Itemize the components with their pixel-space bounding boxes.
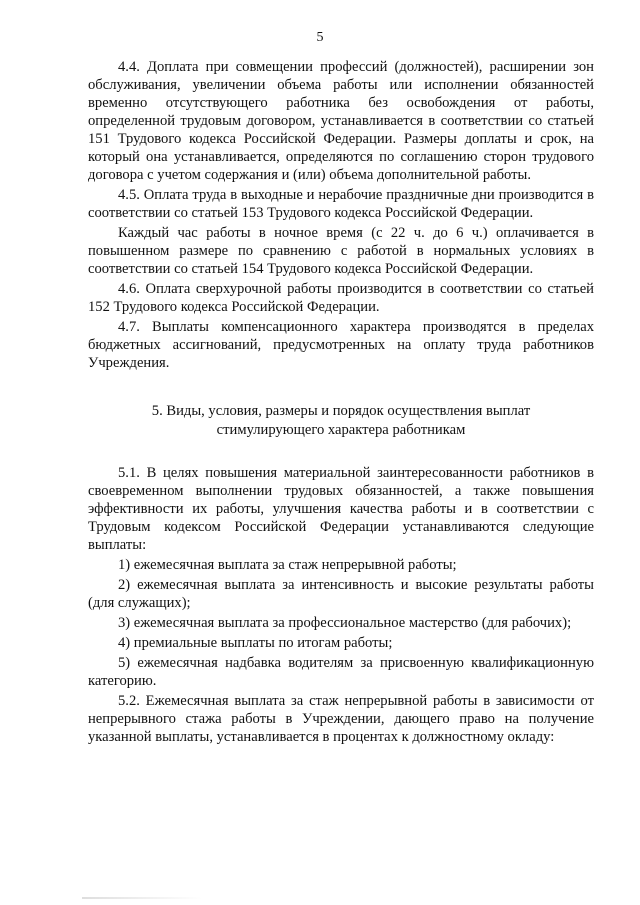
section-5-heading <box>88 402 594 440</box>
paragraph-4-4: 4.4. Доплата при совмещении профессий (должностей), расширении зон обслуживания, увеличении объема работы или исполнении обязанностей временно отсутствующего работника без освобождения от работы, определенной трудовым договором, устанавливается в соответствии со статьей 151 Трудового кодекса Российской Федерации. Размеры доплаты и срок, на который она устанавливается, определяются по соглашению сторон трудового договора с учетом содержания и (или) объема дополнительной работы. <box>88 59 594 183</box>
paragraph-4-5: 4.5. Оплата труда в выходные и нерабочие праздничные дни производится в соответствии со статьей 153 Трудового кодекса Российской Федерации. <box>88 187 594 221</box>
page-number: 5 <box>316 30 324 45</box>
list-item-2: 2) ежемесячная выплата за интенсивность и высокие результаты работы (для служащих); <box>88 577 594 611</box>
paragraph-4-5-night-work: Каждый час работы в ночное время (с 22 ч. до 6 ч.) оплачивается в повышенном размере по сравнению с работой в нормальных условиях в соответствии со статьей 154 Трудового кодекса Российской Федерации. <box>88 225 594 277</box>
paragraph-5-2: 5.2. Ежемесячная выплата за стаж непрерывной работы в зависимости от непрерывного стажа работы в Учреждении, дающего право на получение указанной выплаты, устанавливается в процентах к должностному окладу: <box>88 693 594 745</box>
list-item-3: 3) ежемесячная выплата за профессиональное мастерство (для рабочих); <box>118 615 572 631</box>
document-body <box>88 58 594 746</box>
paragraph-5-1: 5.1. В целях повышения материальной заинтересованности работников в своевременном выполнении трудовых обязанностей, а также повышения эффективности их работы, улучшения качества работы и в соответствии с Трудовым кодексом Российской Федерации устанавливаются следующие выплаты: <box>88 465 594 553</box>
section-5-heading-line-1: 5. Виды, условия, размеры и порядок осуществления выплат <box>151 403 531 419</box>
paragraph-4-6: 4.6. Оплата сверхурочной работы производится в соответствии со статьей 152 Трудового кодекса Российской Федерации. <box>88 281 594 315</box>
list-item-5: 5) ежемесячная надбавка водителям за присвоенную квалификационную категорию. <box>88 655 594 689</box>
section-5-heading-line-2: стимулирующего характера работникам <box>216 422 466 438</box>
scan-artifact <box>82 897 202 899</box>
list-item-1: 1) ежемесячная выплата за стаж непрерывной работы; <box>118 557 457 573</box>
list-item-4: 4) премиальные выплаты по итогам работы; <box>118 635 393 651</box>
paragraph-4-7: 4.7. Выплаты компенсационного характера производятся в пределах бюджетных ассигнований, предусмотренных на оплату труда работников Учреждения. <box>88 319 594 371</box>
